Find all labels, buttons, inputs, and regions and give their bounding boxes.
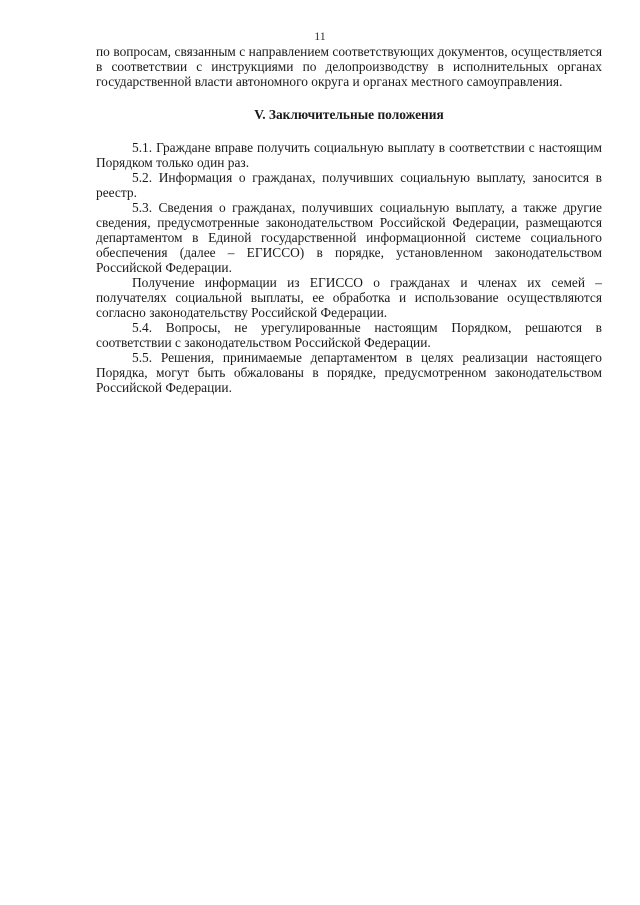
document-body [96, 44, 602, 395]
paragraph-5-4: 5.4. Вопросы, не урегулированные настоящим Порядком, решаются в соответствии с законодательством Российской Федерации. [96, 320, 602, 350]
section-title: V. Заключительные положения [254, 107, 444, 122]
page-number: 11 [314, 29, 326, 43]
intro-paragraph: по вопросам, связанным с направлением соответствующих документов, осуществляется в соответствии с инструкциями по делопроизводству в исполнительных органах государственной власти автономного округа и органах местного самоуправления. [96, 44, 602, 89]
paragraph-5-1: 5.1. Граждане вправе получить социальную выплату в соответствии с настоящим Порядком только один раз. [96, 140, 602, 170]
paragraph-egisso-info: Получение информации из ЕГИССО о гражданах и членах их семей – получателях социальной выплаты, ее обработка и использование осуществляются согласно законодательству Российской Федерации. [96, 275, 602, 320]
paragraph-5-3: 5.3. Сведения о гражданах, получивших социальную выплату, а также другие сведения, предусмотренные законодательством Российской Федерации, размещаются департаментом в Единой государственной информационной системе социального обеспечения (далее – ЕГИССО) в порядке, установленном законодательством Российской Федерации. [96, 200, 602, 275]
paragraph-5-2: 5.2. Информация о гражданах, получивших социальную выплату, заносится в реестр. [96, 170, 602, 200]
paragraph-5-5: 5.5. Решения, принимаемые департаментом в целях реализации настоящего Порядка, могут быть обжалованы в порядке, предусмотренном законодательством Российской Федерации. [96, 350, 602, 395]
